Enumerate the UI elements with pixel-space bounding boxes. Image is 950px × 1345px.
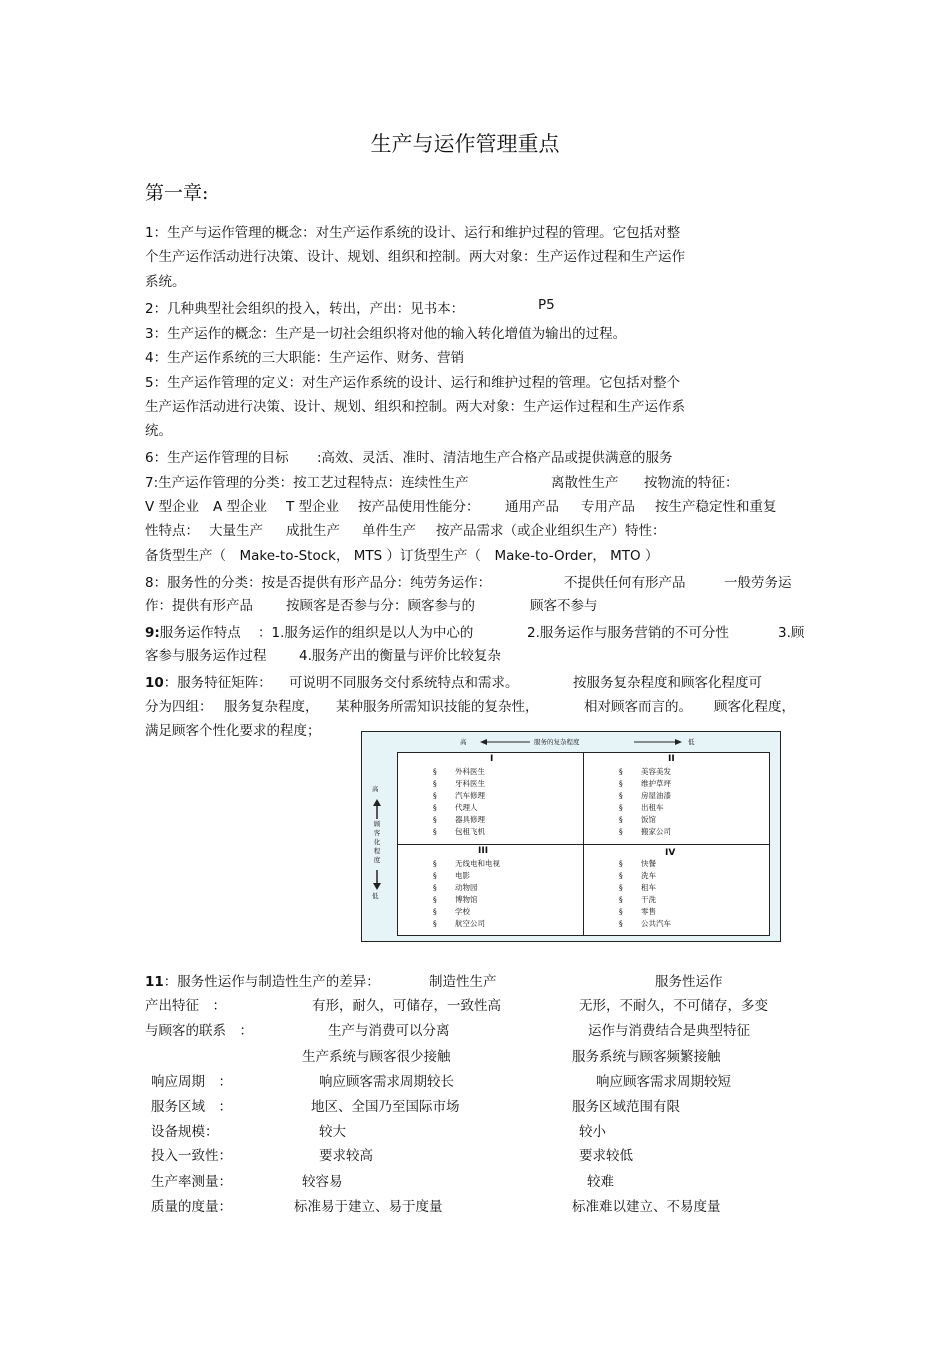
item-10-text-c: 分为四组： — [145, 699, 213, 715]
list-item: § 器具修理 — [433, 815, 485, 825]
list-item: § 美容美发 — [619, 767, 671, 776]
item-7-line-1 — [145, 471, 739, 491]
row-service: 运作与消费结合是典型特征 — [588, 1023, 750, 1039]
row-service: 无形，不耐久，不可储存，多变 — [579, 998, 768, 1014]
row-label: 质量的度量： — [151, 1199, 232, 1215]
row-manufacturing: 生产与消费可以分离 — [328, 1023, 450, 1039]
item-8-text-b: 不提供任何有形产品 — [564, 575, 686, 591]
row-manufacturing: 有形，耐久，可储存，一致性高 — [312, 998, 501, 1014]
item-7-batch: 成批生产 — [286, 523, 340, 539]
row-manufacturing: 较大 — [319, 1124, 346, 1140]
row-label: 与顾客的联系 ： — [145, 1023, 253, 1039]
quadrant-2-list — [619, 766, 671, 839]
row-service: 要求较低 — [579, 1148, 633, 1164]
item-7-by-demand: 按产品需求（或企业组织生产）特性： — [436, 523, 666, 539]
row-label: 投入一致性： — [151, 1148, 232, 1164]
list-item: § 电影 — [433, 871, 470, 881]
right-arrow-icon — [634, 737, 682, 747]
item-9-point-3: 3.顾 — [778, 625, 805, 641]
row-manufacturing: 标准易于建立、易于度量 — [294, 1199, 443, 1215]
item-2-text: 2：几种典型社会组织的投入，转出，产出：见书本： — [145, 301, 465, 317]
left-axis-low: 低 — [372, 892, 379, 900]
list-item: § 快餐 — [619, 859, 656, 868]
item-8-text-c: 一般劳务运 — [724, 575, 792, 591]
item-9-line-1 — [145, 621, 805, 641]
row-service: 服务区域范围有限 — [572, 1099, 680, 1115]
quadrant-4-label: IV — [665, 848, 676, 858]
item-8-line-1 — [145, 571, 792, 591]
item-10-text-g: 顾客化程度， — [714, 699, 795, 715]
item-7-line-4: 备货型生产（ Make-to-Stock， MTS ）订货型生产（ Make-to-Order， MTO ） — [145, 548, 659, 564]
left-axis-title: 顾客化程度 — [373, 820, 381, 864]
item-10-number: 10 — [145, 675, 164, 691]
item-10-text-e: 某种服务所需知识技能的复杂性， — [336, 699, 539, 715]
comparison-row — [151, 1095, 680, 1115]
item-5-line-2: 生产运作活动进行决策、设计、规划、组织和控制。两大对象：生产运作过程和生产运作系 — [145, 399, 685, 415]
item-7-special: 专用产品 — [581, 499, 635, 515]
quadrant-4-list — [619, 858, 671, 931]
list-item: § 博物馆 — [433, 895, 478, 905]
comparison-row — [151, 1195, 721, 1215]
service-matrix-figure — [361, 731, 781, 942]
item-2-page-ref: P5 — [538, 297, 555, 313]
list-item: § 干洗 — [619, 895, 656, 905]
list-item: § 牙科医生 — [433, 779, 485, 789]
list-item: § 租车 — [619, 883, 656, 893]
item-7-a-type: A 型企业 — [213, 499, 268, 515]
row-manufacturing: 地区、全国乃至国际市场 — [311, 1099, 460, 1115]
list-item: § 学校 — [433, 907, 470, 917]
item-7-text-a: 7:生产运作管理的分类：按工艺过程特点：连续性生产 — [145, 475, 469, 491]
item-10-line-1 — [145, 671, 762, 691]
comparison-row — [151, 1120, 606, 1140]
item-7-t-type: T 型企业 — [286, 499, 340, 515]
quadrant-3-list — [433, 858, 500, 931]
item-9-label: 服务运作特点 — [159, 625, 241, 641]
left-arrow-icon — [480, 737, 530, 747]
up-arrow-icon — [372, 799, 382, 819]
item-9-point-1: ：1.服务运作的组织是以人为中心的 — [258, 625, 474, 641]
column-header-manufacturing: 制造性生产 — [429, 974, 497, 990]
left-axis-high: 高 — [372, 785, 379, 793]
matrix-grid — [397, 752, 770, 936]
item-2-line — [145, 297, 555, 317]
item-10-text-a: 可说明不同服务交付系统特点和需求。 — [289, 675, 519, 691]
item-9-line-2 — [145, 644, 501, 664]
row-label: 服务区域 ： — [151, 1099, 232, 1115]
row-label: 响应周期 ： — [151, 1074, 232, 1090]
row-manufacturing: 较容易 — [302, 1174, 343, 1190]
item-1-line-2: 个生产运作活动进行决策、设计、规划、组织和控制。两大对象：生产运作过程和生产运作 — [145, 249, 685, 265]
item-7-features: 性特点： — [145, 523, 199, 539]
row-manufacturing: 生产系统与顾客很少接触 — [302, 1049, 451, 1065]
list-item: § 包租飞机 — [433, 827, 485, 837]
item-11-number: 11 — [145, 974, 164, 990]
row-service: 响应顾客需求周期较短 — [596, 1074, 731, 1090]
item-8-text-d: 作：提供有形产品 — [145, 598, 253, 614]
list-item: § 维护草坪 — [619, 779, 671, 789]
item-7-text-b: 离散性生产 — [551, 475, 619, 491]
list-item: § 零售 — [619, 907, 656, 917]
item-7-mass: 大量生产 — [209, 523, 263, 539]
list-item: § 饭馆 — [619, 815, 656, 825]
item-7-v-type: V 型企业 — [145, 499, 200, 515]
item-8-line-2 — [145, 594, 598, 614]
top-axis-low: 低 — [688, 738, 695, 746]
item-4-line: 4：生产运作系统的三大职能：生产运作、财务、营销 — [145, 350, 465, 366]
list-item: § 出租车 — [619, 803, 664, 813]
item-10-text-b: 按服务复杂程度和顾客化程度可 — [573, 675, 762, 691]
quadrant-1-label: I — [490, 754, 494, 764]
quadrant-1-list — [433, 766, 485, 839]
item-7-single: 单件生产 — [362, 523, 416, 539]
item-1-line-1: 1：生产与运作管理的概念：对生产运作系统的设计、运行和维护过程的管理。它包括对整 — [145, 225, 681, 241]
item-6-line — [145, 446, 673, 466]
item-9-point-2: 2.服务运作与服务营销的不可分性 — [527, 625, 729, 641]
row-label: 设备规模： — [151, 1124, 219, 1140]
item-1-line-3: 系统。 — [145, 274, 186, 290]
list-item: § 无线电和电视 — [433, 859, 500, 868]
row-service: 服务系统与顾客频繁接触 — [572, 1049, 721, 1065]
comparison-row — [151, 1144, 633, 1164]
down-arrow-icon — [372, 870, 382, 890]
item-10-text-d: 服务复杂程度， — [224, 699, 319, 715]
item-9-point-4: 4.服务产出的衡量与评价比较复杂 — [299, 648, 501, 664]
row-label: 产出特征 ： — [145, 998, 226, 1014]
item-11-label: ：服务性运作与制造性生产的差异： — [163, 974, 380, 990]
item-8-text-e: 按顾客是否参与分：顾客参与的 — [286, 598, 475, 614]
item-3-line: 3：生产运作的概念：生产是一切社会组织将对他的输入转化增值为输出的过程。 — [145, 326, 627, 342]
row-label: 生产率测量： — [151, 1174, 232, 1190]
item-5-line-3: 统。 — [145, 423, 172, 439]
list-item: § 房屋油漆 — [619, 791, 671, 801]
quadrant-2-label: II — [668, 754, 675, 764]
row-service: 较小 — [579, 1124, 606, 1140]
item-9-point-3-cont: 客参与服务运作过程 — [145, 648, 267, 664]
comparison-row — [145, 1019, 750, 1039]
quadrant-3-label: III — [478, 846, 489, 856]
row-service: 标准难以建立、不易度量 — [572, 1199, 721, 1215]
item-7-by-usage: 按产品使用性能分： — [358, 499, 480, 515]
item-6-label: 6：生产运作管理的目标 — [145, 450, 289, 466]
item-8-text-a: 8：服务性的分类：按是否提供有形产品分：纯劳务运作： — [145, 575, 492, 591]
item-5-line-1: 5：生产运作管理的定义：对生产运作系统的设计、运行和维护过程的管理。它包括对整个 — [145, 375, 681, 391]
row-manufacturing: 要求较高 — [319, 1148, 373, 1164]
list-item: § 搬家公司 — [619, 827, 671, 837]
page-title: 生产与运作管理重点 — [370, 132, 560, 156]
item-9-number: 9: — [145, 625, 160, 641]
list-item: § 动物园 — [433, 883, 478, 893]
item-7-by-stability: 按生产稳定性和重复 — [655, 499, 777, 515]
item-10-line-3: 满足顾客个性化要求的程度； — [145, 723, 321, 739]
top-axis-title: 服务的复杂程度 — [534, 738, 580, 746]
top-axis-high: 高 — [460, 738, 467, 746]
comparison-row — [145, 994, 768, 1014]
item-7-general: 通用产品 — [505, 499, 559, 515]
item-10-text-f: 相对顾客而言的。 — [584, 699, 692, 715]
comparison-row — [151, 1170, 614, 1190]
item-10-label: ：服务特征矩阵： — [163, 675, 272, 691]
row-service: 较难 — [587, 1174, 614, 1190]
list-item: § 代理人 — [433, 803, 478, 813]
item-6-text: :高效、灵活、准时、清洁地生产合格产品或提供满意的服务 — [317, 450, 673, 466]
column-header-service: 服务性运作 — [655, 974, 723, 990]
list-item: § 洗车 — [619, 871, 656, 881]
comparison-row — [151, 1070, 731, 1090]
item-8-text-f: 顾客不参与 — [530, 598, 598, 614]
item-10-line-2 — [145, 695, 795, 715]
list-item: § 汽车修理 — [433, 791, 485, 801]
list-item: § 公共汽车 — [619, 919, 671, 929]
row-manufacturing: 响应顾客需求周期较长 — [319, 1074, 454, 1090]
list-item: § 外科医生 — [433, 767, 485, 776]
chapter-heading: 第一章: — [145, 182, 209, 204]
item-11-header — [145, 970, 723, 990]
list-item: § 航空公司 — [433, 919, 485, 929]
item-7-text-c: 按物流的特征： — [644, 475, 739, 491]
